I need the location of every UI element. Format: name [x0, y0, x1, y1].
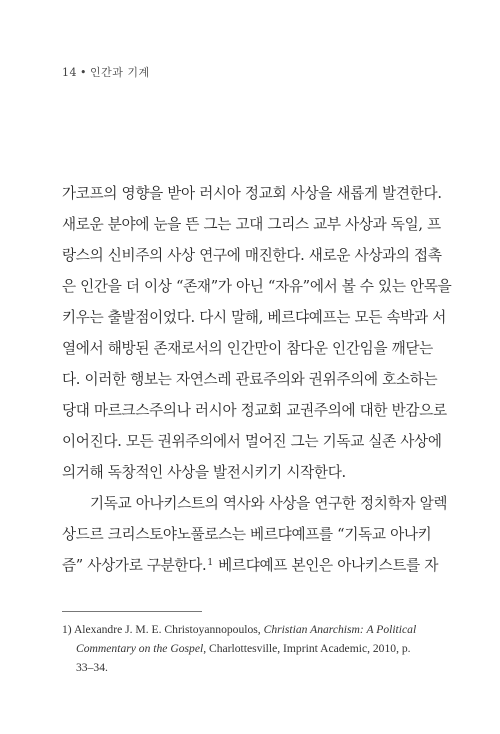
body-line: 은 인간을 더 이상 “존재”가 아닌 “자유”에서 볼 수 있는 안목을	[62, 278, 452, 295]
body-line-text: 즘” 사상가로 구분한다.	[62, 557, 207, 574]
body-text	[62, 178, 452, 581]
body-line-text: 베르댜예프 본인은 아나키스트를 자	[213, 557, 439, 574]
footnote-title: Christian Anarchism: A Political	[263, 623, 417, 636]
body-line: 열에서 해방된 존재로서의 인간만이 참다운 인간임을 깨닫는	[62, 340, 433, 357]
running-header	[62, 64, 150, 80]
body-line: 상드르 크리스토야노풀로스는 베르댜예프를 “기독교 아나키	[62, 526, 432, 543]
body-line: 의거해 독창적인 사상을 발전시키기 시작한다.	[62, 464, 346, 481]
body-line: 다. 이러한 행보는 자연스레 관료주의와 권위주의에 호소하는	[62, 371, 438, 388]
body-line-paragraph-start: 기독교 아나키스트의 역사와 사상을 연구한 정치학자 알렉	[90, 495, 448, 512]
header-separator: •	[80, 66, 87, 79]
body-line: 당대 마르크스주의나 러시아 정교회 교권주의에 대한 반감으로	[62, 402, 447, 419]
footnote-pages: 33–34.	[76, 661, 108, 674]
book-title: 인간과 기계	[90, 66, 150, 79]
footnote-publisher: , Charlottesville, Imprint Academic, 2010, p.	[203, 642, 411, 655]
footnote-line	[62, 639, 444, 658]
footnote-line	[62, 658, 444, 677]
body-line: 새로운 분야에 눈을 뜬 그는 고대 그리스 교부 사상과 독일, 프	[62, 216, 441, 233]
body-line: 키우는 출발점이었다. 다시 말해, 베르댜예프는 모든 속박과 서	[62, 309, 446, 326]
footnote-rule	[62, 611, 202, 612]
body-line-with-footnote	[62, 550, 444, 581]
body-line: 가코프의 영향을 받아 러시아 정교회 사상을 새롭게 발견한다.	[62, 185, 442, 202]
footnote-author: Alexandre J. M. E. Christoyannopoulos,	[73, 623, 264, 636]
footnote-number: 1)	[62, 623, 72, 636]
footnote-line	[62, 620, 444, 639]
body-line: 이어진다. 모든 권위주의에서 멀어진 그는 기독교 실존 사상에	[62, 433, 442, 450]
body-line: 랑스의 신비주의 사상 연구에 매진한다. 새로운 사상과의 접촉	[62, 247, 442, 264]
footnote-marker[interactable]: 1	[207, 558, 213, 568]
page-number: 14	[62, 66, 77, 79]
footnote	[62, 620, 444, 677]
footnote-title: Commentary on the Gospel	[76, 642, 204, 655]
